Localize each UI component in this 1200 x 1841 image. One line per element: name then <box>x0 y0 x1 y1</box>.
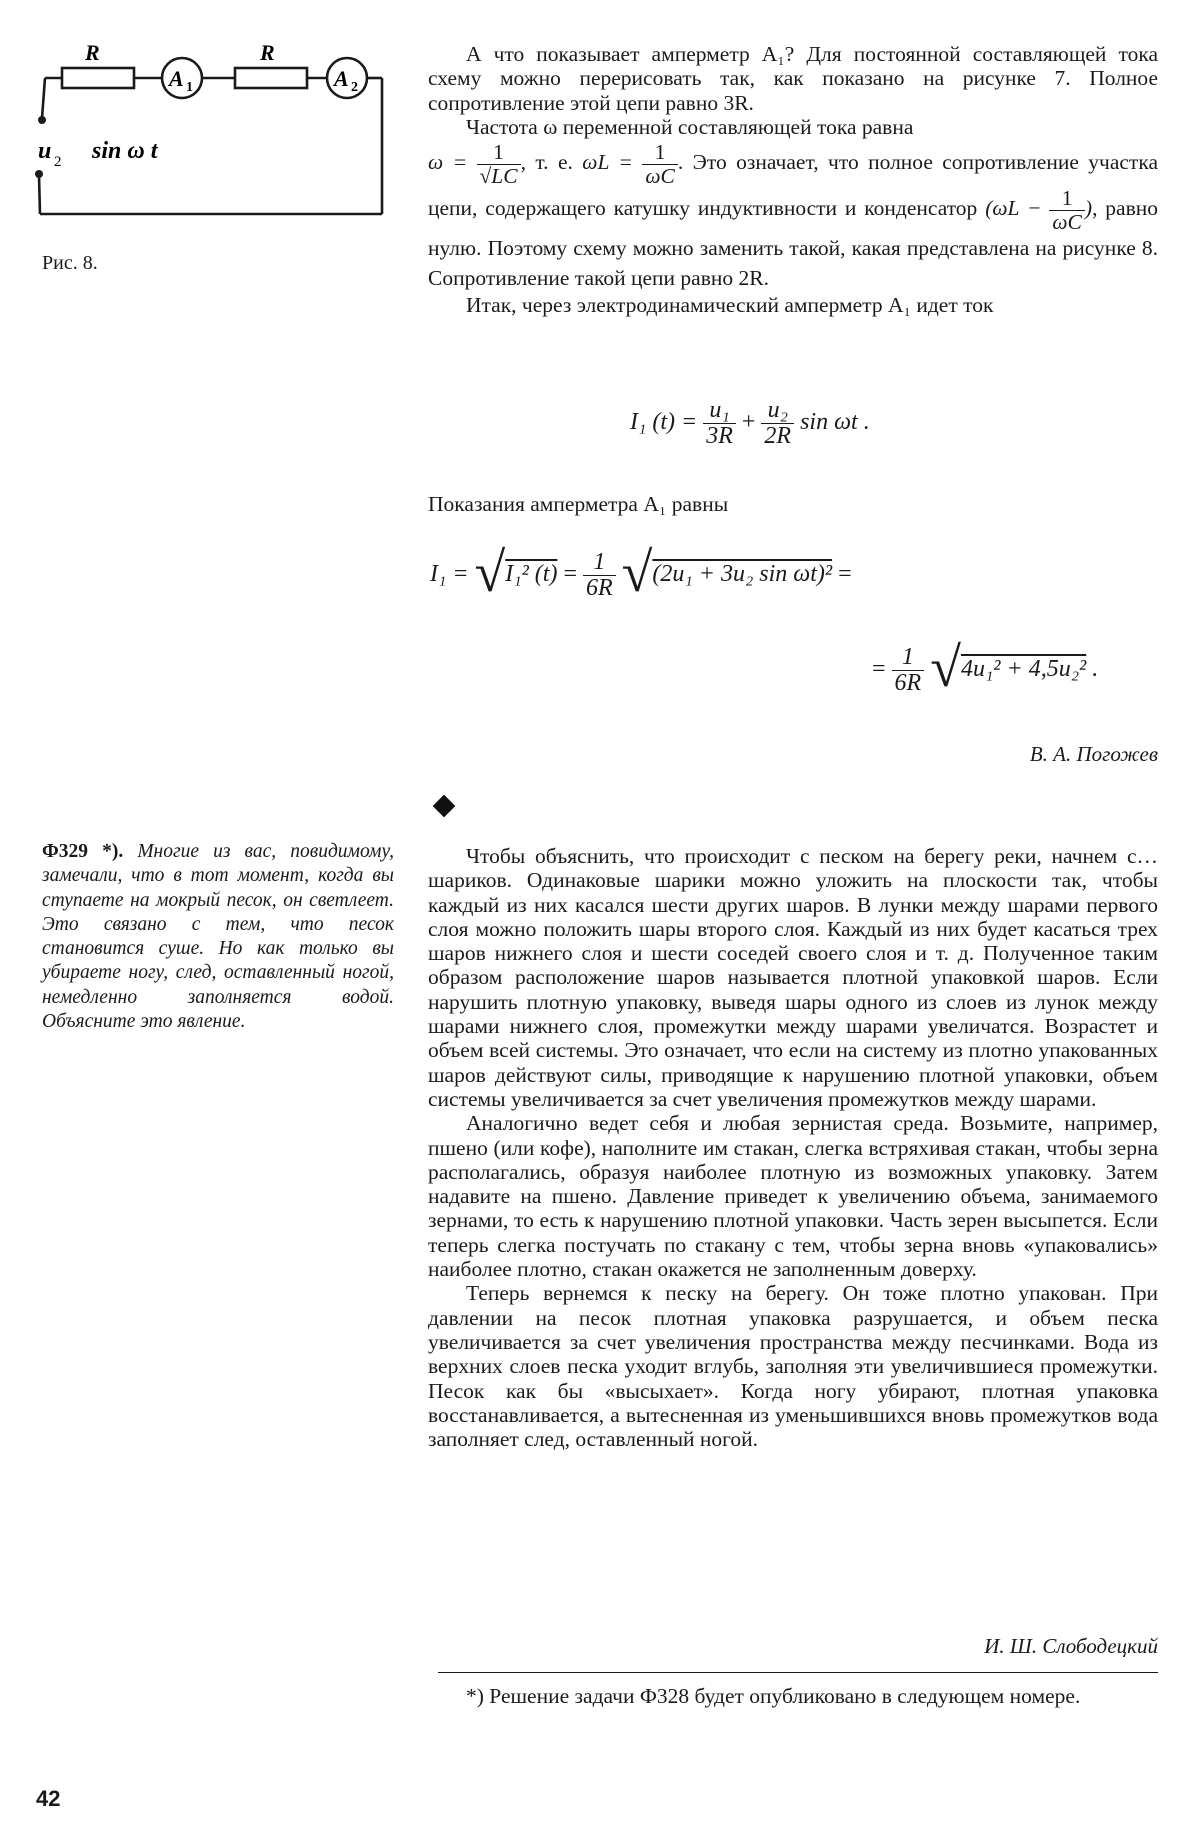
omega-lhs: ω = <box>428 150 468 175</box>
paragraph-frequency <box>428 115 1158 139</box>
signature-slobodetsky: И. Ш. Слободецкий <box>984 1634 1158 1658</box>
source-sub: 2 <box>54 154 62 170</box>
paragraph-ammeter: А что показывает амперметр A₁? Для постоянной составляющей тока схему можно перерисовать так, как показано на рисунке 7. Полное сопротивление этой цепи равно 3R. <box>428 42 1158 115</box>
frequency-rest: . Это означает, что полное сопротивление участка цепи, содержащего катушку индуктивности и конденсатор <box>428 150 1158 221</box>
source-label: u <box>38 138 52 164</box>
circuit-diagram <box>30 38 390 238</box>
a1-sub: 1 <box>186 80 193 95</box>
resistor-1 <box>62 68 134 88</box>
a2-label: A <box>334 66 349 91</box>
frequency-intro: Частота ω переменной составляющей тока равна <box>466 114 914 139</box>
signature-pogozhev: В. А. Погожев <box>1029 742 1158 766</box>
paragraph-itak: Итак, через электродинамический амперметр A₁ идет ток <box>466 293 994 318</box>
wl-lhs: ωL = <box>582 150 633 175</box>
section-diamond-icon <box>433 795 456 818</box>
answer-paragraph-1: Чтобы объяснить, что происходит с песком на берегу реки, начнем с… шариков. Одинаковые шарики можно уложить на плоскости так, чтобы каждый из них касался шести других шаров. В лунки между шарами первого слоя можно положить шары второго слоя. Каждый из них будет касаться трех шаров нижнего слоя и шести соседей своего слоя и т. д. Полученное таким образом расположение шаров называется плотной упаковкой шаров. Если нарушить плотную упаковку, выведя шары одного из слоев из лунок между шарами нижнего слоя, промежутки между шарами увеличатся. Возрастет и объем всей системы. Это означает, что если на систему из плотно упакованных шаров действуют силы, приводящие к нарушению плотной упаковки, объем системы увеличивается за счет увеличения промежутков между шарами. <box>428 844 1158 1111</box>
frequency-tail: , равно нулю. Поэтому схему можно заменить такой, какая представлена на рисунке 8. Сопротивление такой цепи равно 2R. <box>428 196 1159 291</box>
wl-fraction: $\frac{1}{\omega C}$ <box>642 141 678 187</box>
paren-open: (ωL − <box>985 196 1042 221</box>
paren-fraction: $\frac{1}{\omega C}$ <box>1049 187 1085 233</box>
te-text: , т. е. <box>520 150 573 175</box>
a2-sub: 2 <box>351 80 358 95</box>
problem-label: Ф329 *). <box>42 841 124 862</box>
answer-paragraph-2: Аналогично ведет себя и любая зернистая среда. Возьмите, например, пшено (или кофе), наполните им стакан, слегка встряхивая стакан, чтобы зерна располагались, образуя наиболее плотную из возможных упаковку. Затем надавите на пшено. Давление приведет к увеличению объема, занимаемого зернами, то есть к нарушению плотной упаковки. Часть зерен высыпется. Если теперь слегка постучать по стакану с тем, чтобы зерна вновь «упаковались» наиболее плотно, стакан окажется не заполненным доверху. <box>428 1111 1158 1282</box>
paragraph-frequency-cont <box>428 141 1158 293</box>
footnote: *) Решение задачи Ф328 будет опубликовано в следующем номере. <box>466 1684 1081 1708</box>
paren-close: ) <box>1084 196 1093 221</box>
figure-caption: Рис. 8. <box>42 252 98 274</box>
answer-paragraph-3: Теперь вернемся к песку на берегу. Он тоже плотно упакован. При давлении на песок плотная упаковка разрушается, и объем песка увеличивается за счет увеличения пространства между песчинками. Вода из верхних слоев песка уходит вглубь, заполняя эти увеличившиеся промежутки. Песок как бы «высыхает». Когда ногу убирают, плотная упаковка восстанавливается, а вытесненная из уменьшившихся вновь промежутков вода заполняет след, оставленный ногой. <box>428 1281 1158 1452</box>
page-number: 42 <box>36 1786 61 1811</box>
readings-text: Показания амперметра A₁ равны <box>428 492 729 516</box>
footnote-divider <box>438 1672 1158 1673</box>
problem-text: Многие из вас, повидимому, замечали, что в тот момент, когда вы ступаете на мокрый песок, он светлеет. Это связано с тем, что песок становится суше. Но как только вы убираете ногу, след, оставленный ногой, немедленно заполняется водой. Объясните это явление. <box>42 841 395 1033</box>
formula-result: = $\frac{1}{6R}$ √4u₁² + 4,5u₂² . <box>872 637 1099 699</box>
formula-current: I₁ (t) = $\frac{\text{u₁}}{3R}$ + $\frac{\text{u₂}}{2R}$ sin ωt . <box>630 397 870 450</box>
top-text-block <box>428 42 1158 318</box>
formula-readings: I₁ = √I₁² (t) = $\frac{1}{6R}$ √(2u₁ + 3u₂ sin ωt)² = <box>430 542 852 604</box>
omega-fraction: $\frac{1}{√LC}$ <box>477 141 521 187</box>
r2-label: R <box>260 40 275 65</box>
a1-label: A <box>169 66 184 91</box>
problem-f329 <box>42 840 394 1034</box>
resistor-2 <box>235 68 307 88</box>
answer-block <box>428 844 1158 1451</box>
source-expr: sin ω t <box>92 138 158 164</box>
r1-label: R <box>85 40 100 65</box>
